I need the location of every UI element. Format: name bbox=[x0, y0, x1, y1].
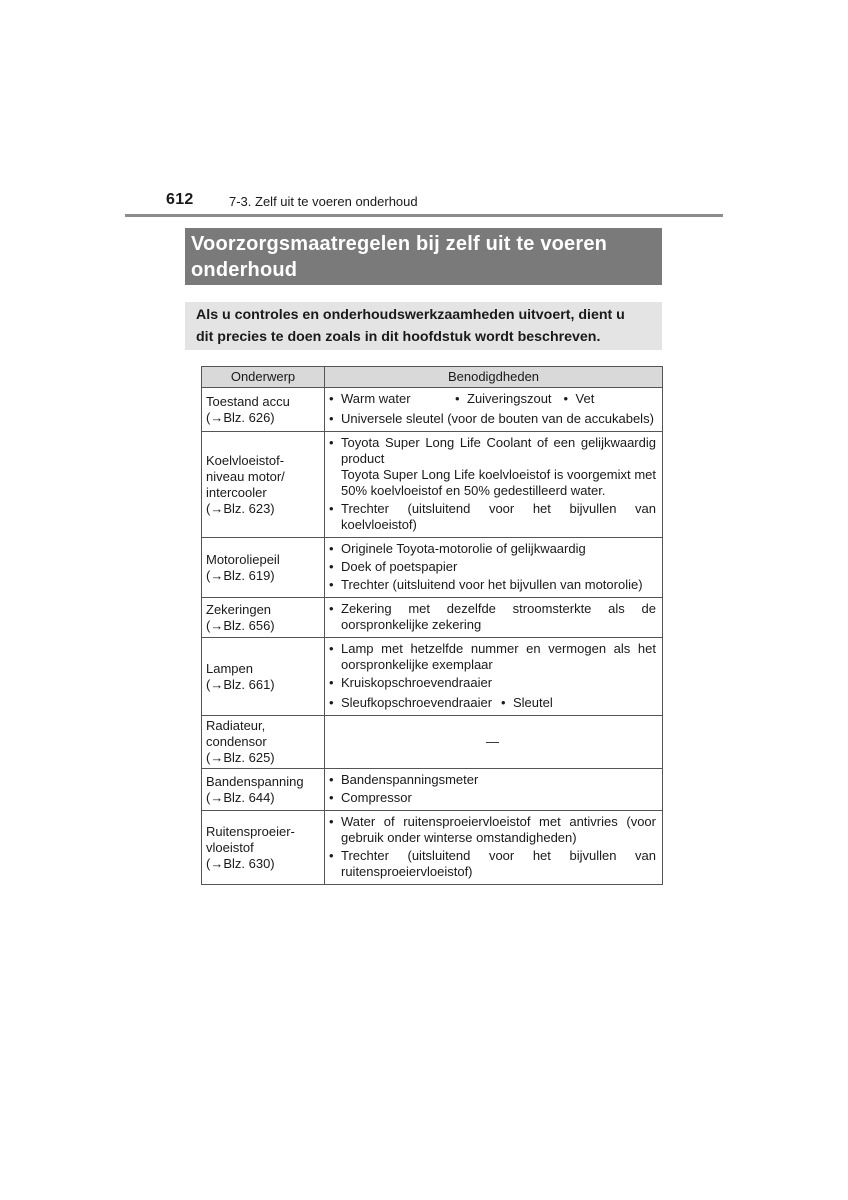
subject-line: Motoroliepeil bbox=[206, 551, 280, 567]
title-box bbox=[185, 228, 662, 285]
subject-cell bbox=[202, 716, 325, 769]
list-item: • Sleutel bbox=[501, 695, 553, 711]
list-item: • Doek of poetspapier bbox=[329, 559, 656, 575]
list-item: • Zekering met dezelfde stroomsterkte als de oorspronkelijke zekering bbox=[329, 601, 656, 633]
table-row bbox=[202, 769, 663, 811]
items-cell bbox=[325, 769, 663, 811]
items-cell bbox=[325, 598, 663, 638]
subject-page-ref: (→Blz. 619) bbox=[206, 567, 275, 583]
subject-cell bbox=[202, 638, 325, 716]
subject-page-ref: (→Blz. 661) bbox=[206, 676, 275, 692]
inline-items bbox=[329, 389, 656, 409]
section-label: 7-3. Zelf uit te voeren onderhoud bbox=[229, 194, 418, 209]
subject-cell bbox=[202, 388, 325, 432]
list-item: • Originele Toyota-motorolie of gelijkwaardig bbox=[329, 541, 656, 557]
table-row bbox=[202, 388, 663, 432]
subject-cell bbox=[202, 538, 325, 598]
table-row bbox=[202, 638, 663, 716]
subject-line: Lampen bbox=[206, 660, 253, 676]
subject-line: intercooler bbox=[206, 484, 267, 500]
maintenance-table bbox=[201, 366, 663, 885]
subject-line: Ruitensproeier- bbox=[206, 823, 295, 839]
list-item: • Sleufkopschroevendraaier bbox=[329, 695, 483, 711]
table-header-row bbox=[202, 367, 663, 388]
subject-page-ref: (→Blz. 656) bbox=[206, 617, 275, 633]
list-item: • Zuiveringszout bbox=[455, 391, 552, 407]
list-item: • Water of ruitensproeiervloeistof met antivries (voor gebruik onder winterse omstandigheden) bbox=[329, 814, 656, 846]
list-item bbox=[329, 435, 656, 499]
list-item: • Lamp met hetzelfde nummer en vermogen als het oorspronkelijke exemplaar bbox=[329, 641, 656, 673]
intro-box bbox=[185, 302, 662, 350]
subject-line: Radiateur, bbox=[206, 718, 266, 733]
table-row bbox=[202, 432, 663, 538]
intro-line-1: Als u controles en onderhoudswerkzaamheden uitvoert, dient u bbox=[196, 307, 625, 323]
list-item: • Trechter (uitsluitend voor het bijvullen van motorolie) bbox=[329, 577, 656, 593]
list-item: • Universele sleutel (voor de bouten van de accukabels) bbox=[329, 411, 656, 427]
table-row bbox=[202, 598, 663, 638]
subject-line: niveau motor/ bbox=[206, 468, 285, 484]
list-item: • Trechter (uitsluitend voor het bijvullen van ruitensproeiervloeistof) bbox=[329, 848, 656, 880]
list-item-note: Toyota Super Long Life koelvloeistof is voorgemixt met 50% koelvloeistof en 50% gedestilleerd water. bbox=[341, 467, 656, 498]
list-item: • Vet bbox=[564, 391, 595, 407]
intro-line-2: dit precies te doen zoals in dit hoofdstuk wordt beschreven. bbox=[196, 329, 601, 345]
list-item: • Bandenspanningsmeter bbox=[329, 772, 656, 788]
list-item: • Trechter (uitsluitend voor het bijvullen van koelvloeistof) bbox=[329, 501, 656, 533]
list-item: • Warm water bbox=[329, 391, 443, 407]
column-header-items: Benodigdheden bbox=[325, 367, 663, 388]
title-line-1: Voorzorgsmaatregelen bij zelf uit te voeren bbox=[191, 233, 608, 255]
items-cell bbox=[325, 432, 663, 538]
list-item: • Compressor bbox=[329, 790, 656, 806]
title-line-2: onderhoud bbox=[191, 259, 298, 281]
table-row bbox=[202, 716, 663, 769]
items-cell bbox=[325, 811, 663, 885]
subject-page-ref: (→Blz. 644) bbox=[206, 789, 275, 805]
items-cell bbox=[325, 388, 663, 432]
list-item: • Kruiskopschroevendraaier bbox=[329, 675, 656, 691]
subject-page-ref: (→Blz. 630) bbox=[206, 855, 275, 871]
not-applicable-dash: — bbox=[486, 733, 499, 749]
subject-line: vloeistof bbox=[206, 839, 254, 855]
header-rule bbox=[125, 214, 723, 217]
inline-items bbox=[329, 693, 656, 713]
table-row bbox=[202, 538, 663, 598]
subject-line: Toestand accu bbox=[206, 393, 290, 409]
items-cell bbox=[325, 538, 663, 598]
items-cell bbox=[325, 638, 663, 716]
subject-line: Zekeringen bbox=[206, 601, 272, 617]
subject-cell bbox=[202, 432, 325, 538]
list-item-text: Toyota Super Long Life Coolant of een gelijkwaardig product bbox=[341, 435, 656, 466]
subject-line: Bandenspanning bbox=[206, 773, 304, 789]
subject-page-ref: (→Blz. 623) bbox=[206, 500, 275, 516]
subject-cell bbox=[202, 769, 325, 811]
subject-cell bbox=[202, 811, 325, 885]
column-header-subject: Onderwerp bbox=[202, 367, 325, 388]
subject-line: Koelvloeistof- bbox=[206, 452, 285, 468]
subject-page-ref: (→Blz. 625) bbox=[206, 750, 275, 765]
subject-line: condensor bbox=[206, 734, 267, 749]
table-row bbox=[202, 811, 663, 885]
page-number: 612 bbox=[166, 191, 194, 208]
subject-page-ref: (→Blz. 626) bbox=[206, 409, 275, 425]
items-cell bbox=[325, 716, 663, 769]
subject-cell bbox=[202, 598, 325, 638]
